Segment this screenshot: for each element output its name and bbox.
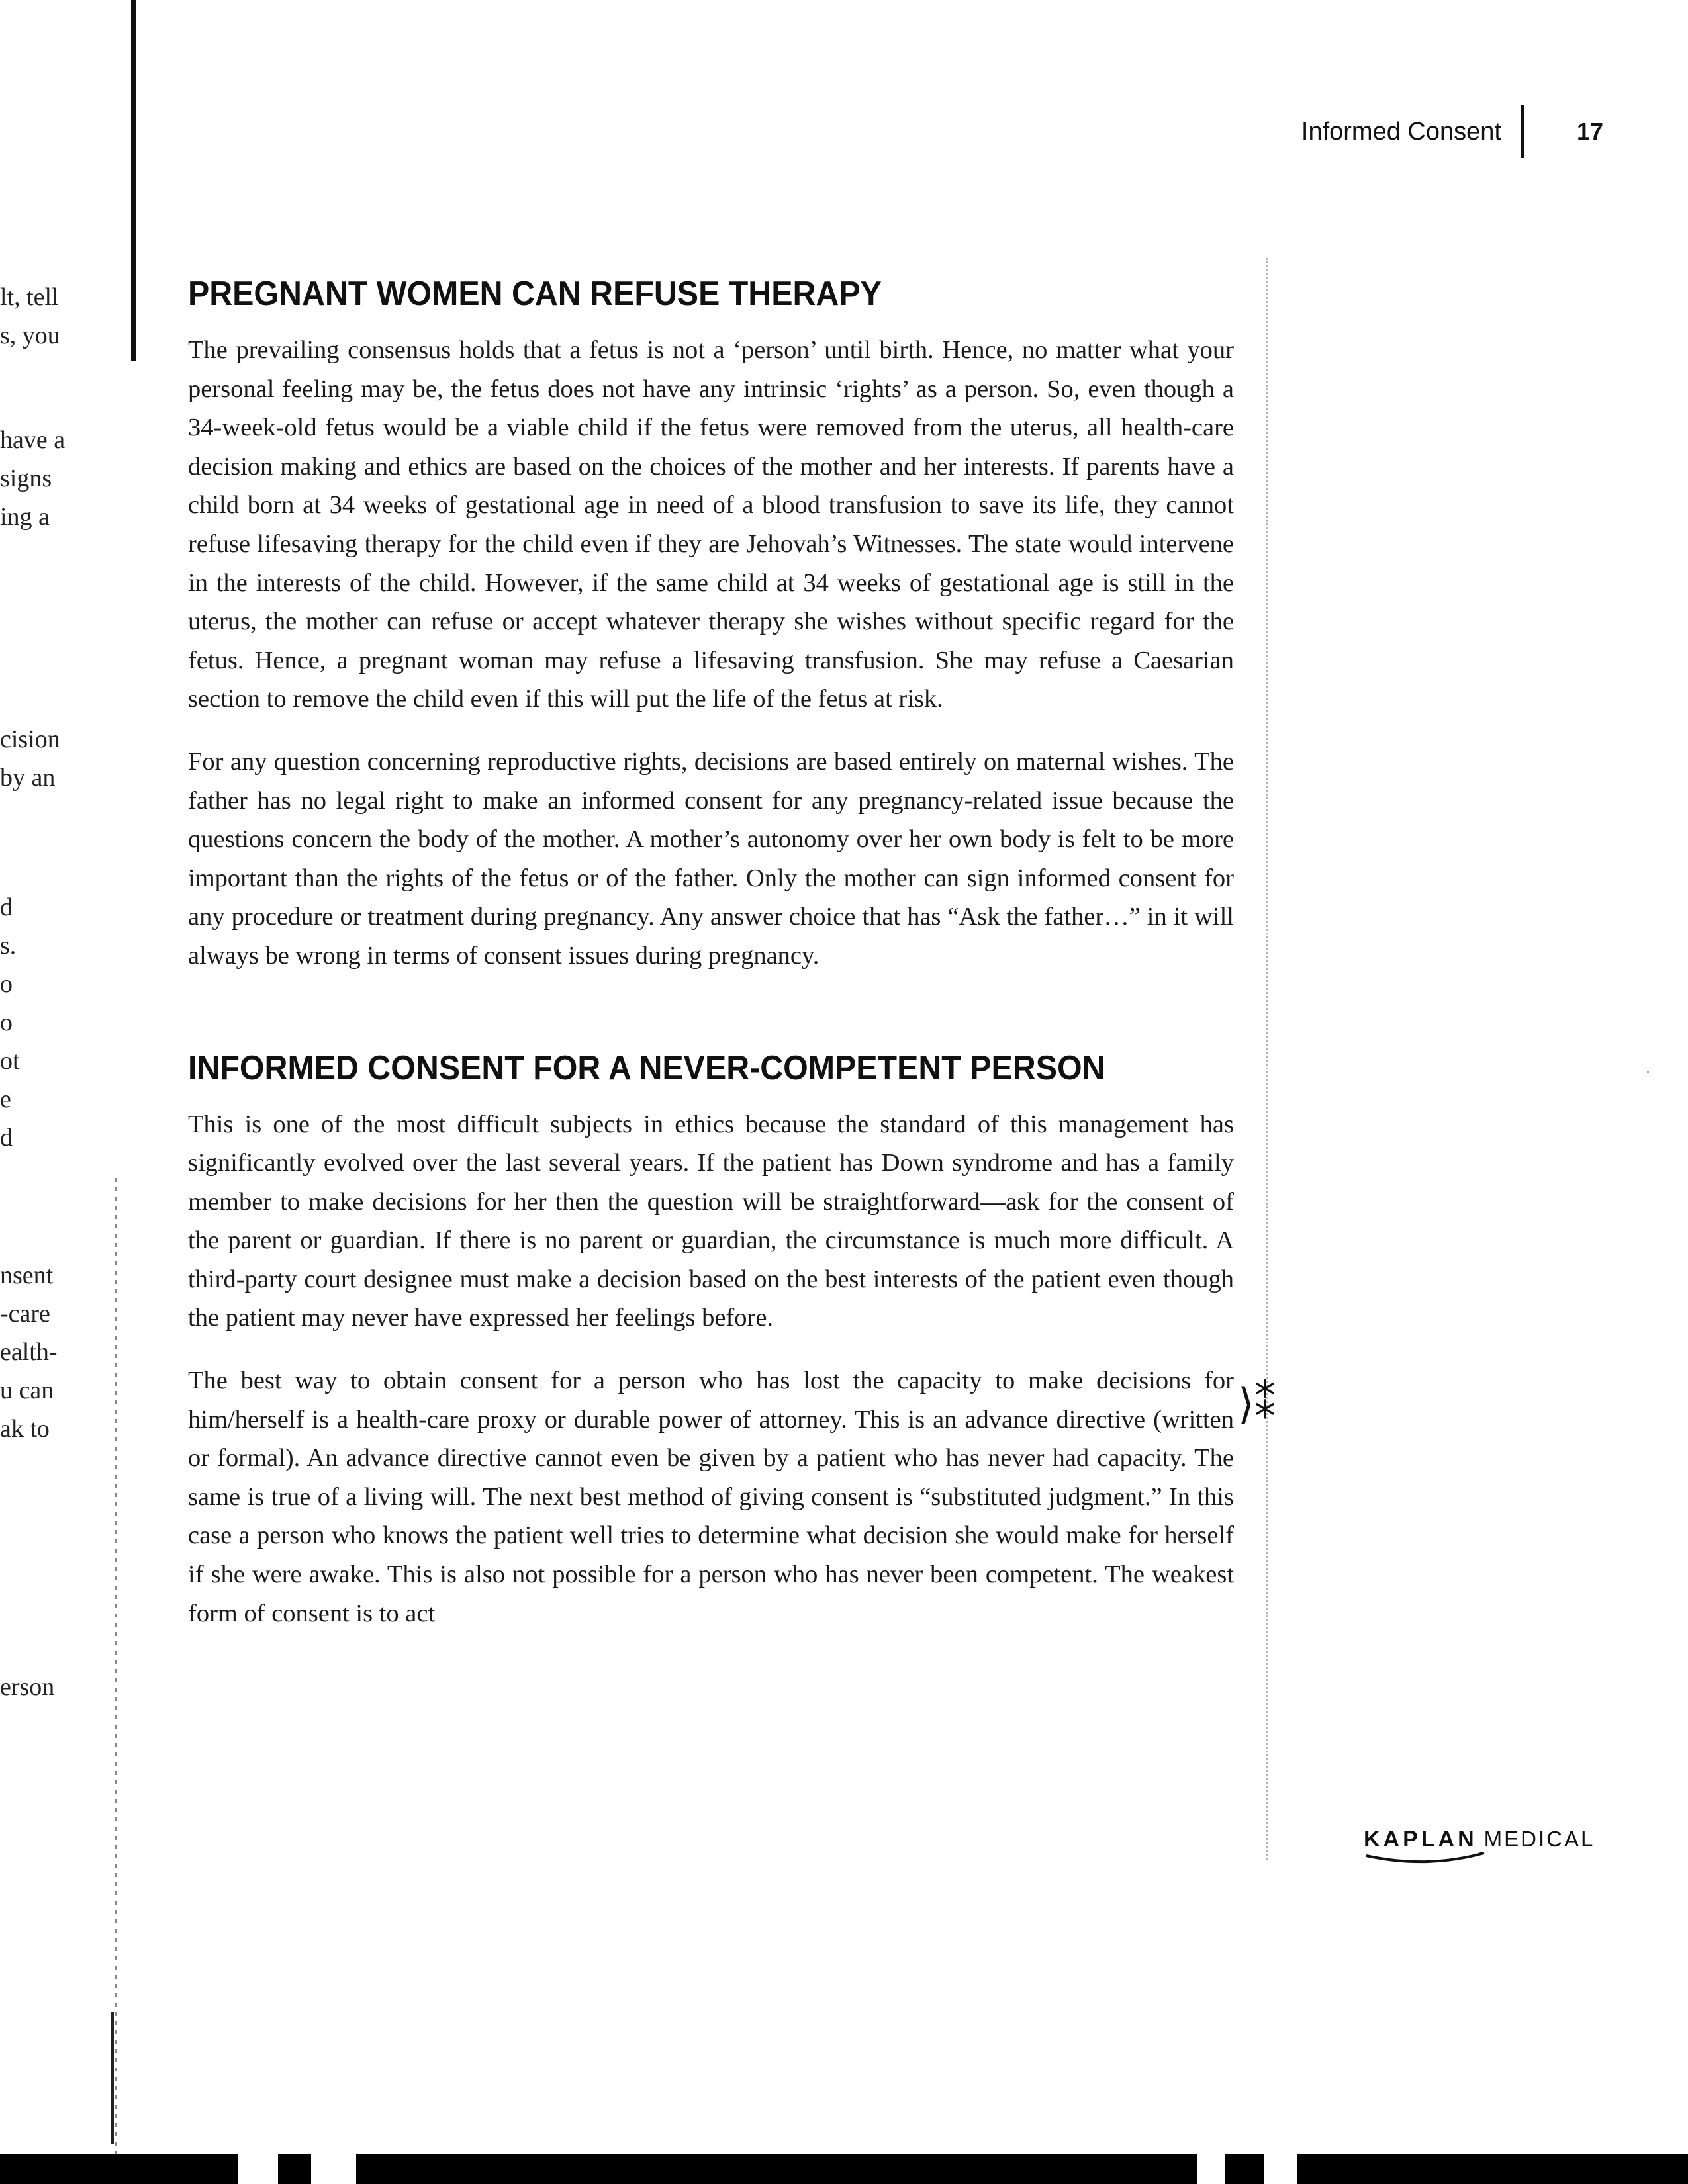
running-title: Informed Consent [1301,117,1501,146]
paragraph: The prevailing consensus holds that a fetus is not a ‘person’ until birth. Hence, no matter what your personal feeling may be, the fetus does not have any intrinsic ‘rights’ as a person. So, even though a 34-week-old fetus would be a viable child if the fetus were removed from the uterus, all health-care decision making and ethics are based on the choices of the mother and her interests. If parents have a child born at 34 weeks of gestational age in need of a blood transfusion to save its life, they cannot refuse lifesaving therapy for the child even if they are Jehovah’s Witnesses. The state would intervene in the interests of the child. However, if the same child at 34 weeks of gestational age is still in the uterus, the mother can refuse or accept whatever therapy she wishes without specific regard for the fetus. Hence, a pregnant woman may refuse a lifesaving transfusion. She may refuse a Caesarian section to remove the child even if this will put the life of the fetus at risk. [188,336,1234,713]
facing-fragment: u can [0,1377,54,1404]
facing-fragment: ing a [0,503,50,531]
facing-fragment: nsent [0,1261,54,1289]
facing-fragment: erson [0,1673,55,1701]
facing-fragment: d [0,1124,13,1152]
facing-fragment: signs [0,465,52,492]
facing-fragment: ot [0,1047,20,1075]
handwritten-margin-mark: ⟩⁑ [1238,1380,1276,1429]
logo-medical: MEDICAL [1483,1827,1595,1851]
section-heading: PREGNANT WOMEN CAN REFUSE THERAPY [188,275,882,313]
binding-edge-bottom [111,2012,114,2144]
paragraph: The best way to obtain consent for a person who has lost the capacity to make decisions for him/herself is a health-care proxy or durable power of attorney. This is an advance directive (written or formal). An advance directive cannot even be given by a patient who has never had capacity. The same is true of a living will. The next best method of giving consent is “substituted judgment.” In this case a person who knows the patient well tries to determine what decision she would make for herself if she were awake. This is also not possible for a person who has never been competent. The weakest form of consent is to act [188,1367,1234,1627]
facing-fragment: ealth- [0,1338,58,1366]
scan-bar [1225,2154,1264,2184]
facing-fragment: o [0,970,13,998]
facing-fragment: by an [0,764,56,792]
page-body [188,274,1234,1657]
facing-fragment: lt, tell [0,283,59,311]
facing-page-fragments [0,0,73,2184]
facing-fragment: d [0,893,13,921]
binding-edge [131,0,136,361]
facing-fragment: s, you [0,322,60,349]
publisher-logo [1364,1827,1595,1852]
facing-fragment: s. [0,932,17,960]
margin-guide [1266,258,1268,1860]
scan-speck [1647,1071,1649,1073]
scan-bar [0,2154,238,2184]
page-number: 17 [1576,118,1603,145]
facing-fragment: -care [0,1300,50,1328]
section-pregnant-women [188,274,1234,976]
facing-fragment: ak to [0,1415,50,1443]
facing-fragment: cision [0,725,60,753]
facing-fragment: e [0,1085,11,1113]
binding-gutter-dots [115,1178,117,2171]
logo-swoosh-icon [1364,1852,1489,1868]
section-heading: INFORMED CONSENT FOR A NEVER-COMPETENT PERSON [188,1048,1105,1087]
scan-bar [356,2154,1197,2184]
logo-kaplan-text: KAPLAN [1364,1827,1477,1852]
facing-fragment: have a [0,426,66,454]
scan-bar [278,2154,311,2184]
section-never-competent [188,1048,1234,1633]
paragraph: This is one of the most difficult subjects in ethics because the standard of this management has significantly evolved over the last several years. If the patient has Down syndrome and has a family member to make decisions for her then the question will be straightforward—ask for the consent of the parent or guardian. If there is no parent or guardian, the circumstance is much more difficult. A third-party court designee must make a decision based on the best interests of the patient even though the patient may never have expressed her feelings before. [188,1110,1234,1332]
facing-fragment: o [0,1009,13,1036]
paragraph: For any question concerning reproductive rights, decisions are based entirely on maternal wishes. The father has no legal right to make an informed consent for any pregnancy-related issue because the questions concern the body of the mother. A mother’s autonomy over her own body is felt to be more important than the rights of the fetus or of the father. Only the mother can sign informed consent for any procedure or treatment during pregnancy. Any answer choice that has “Ask the father…” in it will always be wrong in terms of consent issues during pregnancy. [188,747,1234,970]
running-header [1301,109,1603,155]
scan-bar [1297,2154,1688,2184]
logo-kaplan [1364,1827,1477,1852]
